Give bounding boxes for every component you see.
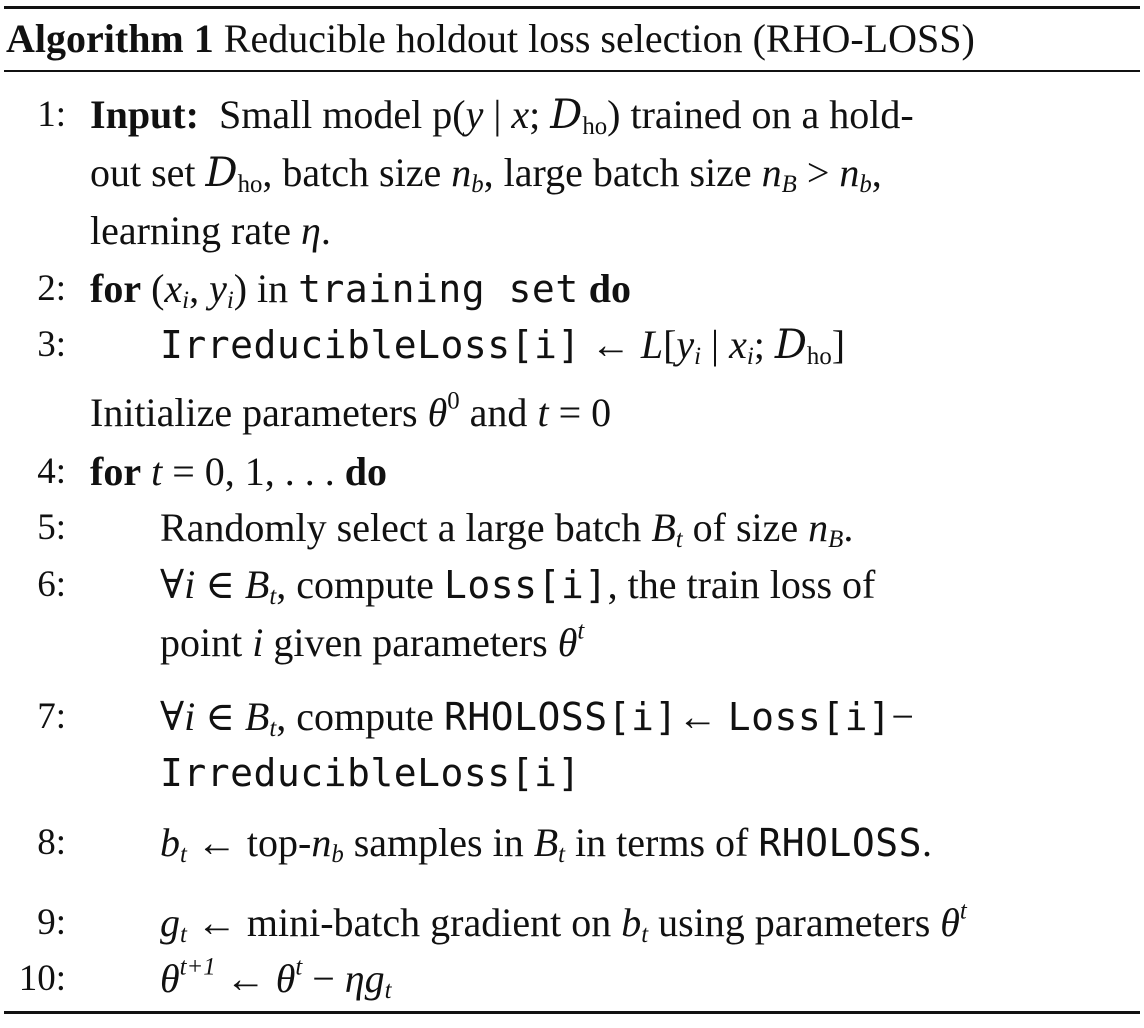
input-keyword: Input: bbox=[90, 92, 199, 137]
algorithm-name: Reducible holdout loss selection (RHO-LOSS) bbox=[223, 16, 975, 61]
step-number: 6: bbox=[37, 564, 66, 605]
algorithm-label: Algorithm 1 bbox=[6, 16, 214, 61]
code-rholoss: RHOLOSS[i] bbox=[443, 695, 678, 739]
step-5: 5: Randomly select a large batch $B_t$ of size $n_B$. bbox=[0, 499, 1144, 557]
step-1-row-3: learning rate η. bbox=[90, 208, 331, 253]
bottom-rule bbox=[4, 1011, 1140, 1014]
step-1-row-1: 1: Input: Small model p(y | x; $D_{ho}$) trained on a hold- bbox=[0, 86, 1144, 144]
step-7-row-1: 7: ∀i ∈ $B_t$, compute RHOLOSS[i]← Loss[i]− bbox=[0, 688, 1144, 746]
step-9: 9: $g_t$ ← mini-batch gradient on $b_t$ using parameters $\theta^t$ bbox=[0, 894, 1144, 952]
step-6-row-1: 6: ∀i ∈ $B_t$, compute Loss[i], the train loss of bbox=[0, 556, 1144, 614]
initialize-line: Initialize parameters $\theta^0$ and t = 0 bbox=[90, 387, 612, 435]
step-number: 5: bbox=[37, 507, 66, 548]
step-4: 4: for t = 0, 1, . . . do bbox=[0, 443, 1144, 501]
step-8: 8: $b_t$ ← top-$n_b$ samples in $B_t$ in terms of RHOLOSS. bbox=[0, 814, 1144, 872]
step-number: 7: bbox=[37, 696, 66, 737]
step-number: 1: bbox=[37, 94, 66, 135]
step-number: 8: bbox=[37, 822, 66, 863]
step-3: 3: IrreducibleLoss[i] ← $L[y_i$ | $x_i$; $D_{ho}$] bbox=[0, 316, 1144, 374]
step-10: 10: $\theta^{t+1}$ ← $\theta^t - \eta g_t$ bbox=[0, 950, 1144, 1008]
code-loss: Loss[i] bbox=[727, 695, 892, 739]
step-6-row-2: point i given parameters $\theta^t$ bbox=[160, 617, 585, 665]
step-number: 10: bbox=[18, 958, 66, 999]
step-7-row-2 bbox=[0, 744, 1144, 802]
step-number: 2: bbox=[37, 268, 66, 309]
code-training-set: training set bbox=[298, 267, 579, 311]
step-number: 3: bbox=[37, 324, 66, 365]
step-1-row-2: out set $D_{ho}$, batch size $n_b$, large batch size $n_B > n_b$, bbox=[90, 150, 882, 199]
step-number: 9: bbox=[37, 902, 66, 943]
code-rholoss: RHOLOSS bbox=[758, 821, 923, 865]
title-rule bbox=[4, 70, 1140, 72]
step-number: 4: bbox=[37, 451, 66, 492]
top-rule bbox=[4, 6, 1140, 9]
code-irreducible-loss: IrreducibleLoss[i] bbox=[160, 323, 581, 367]
algorithm-title bbox=[6, 12, 975, 66]
code-irreducible-loss: IrreducibleLoss[i] bbox=[160, 751, 581, 795]
step-2: 2: for ($x_i$, $y_i$) in training set do bbox=[0, 260, 1144, 318]
code-loss: Loss[i] bbox=[443, 563, 608, 607]
